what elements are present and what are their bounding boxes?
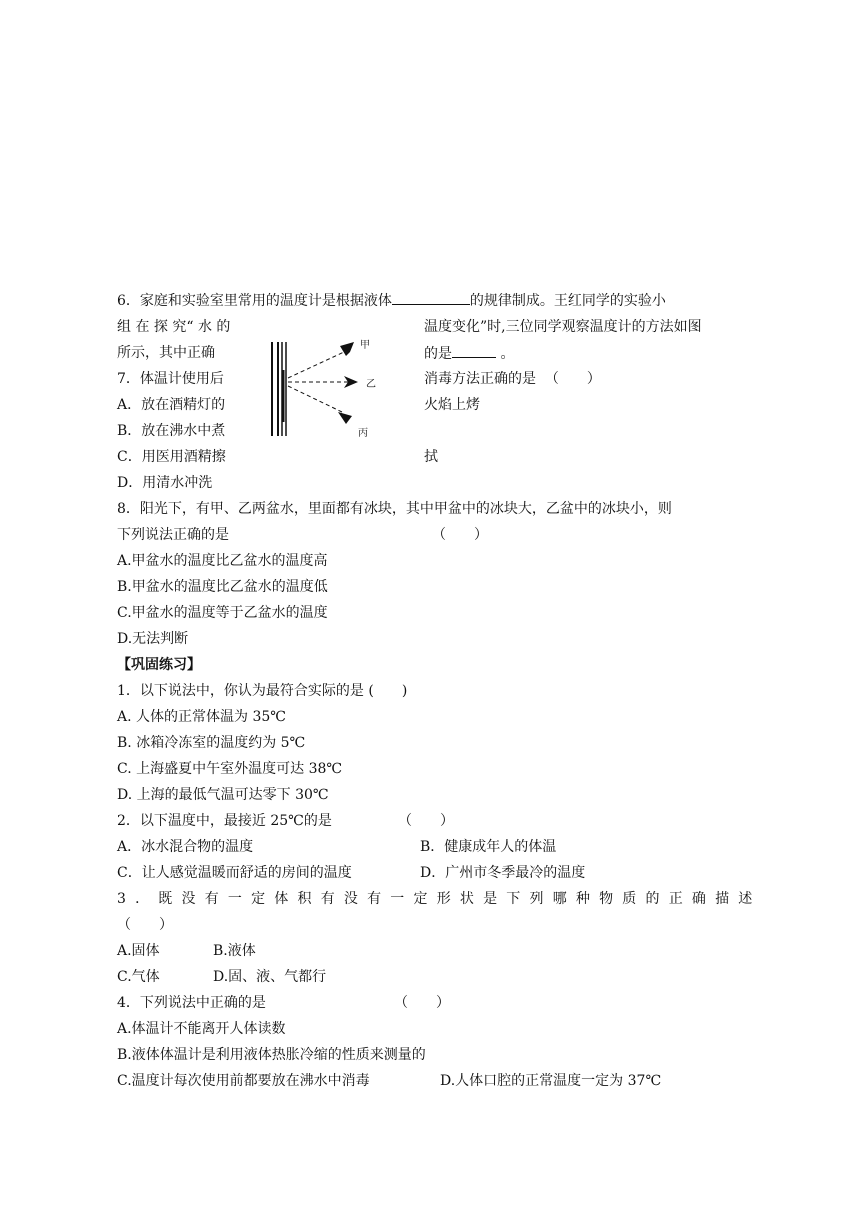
- q6-line-3-right: 的是 。: [424, 343, 514, 364]
- answer-parentheses[interactable]: ( ): [368, 683, 408, 699]
- label-jia: 甲: [360, 340, 370, 351]
- q8-stem-line-2: 下列说法正确的是: [117, 527, 229, 543]
- c1-stem: 1．以下说法中，你认为最符合实际的是 ( ): [117, 683, 408, 699]
- thermometer-viewing-figure: [262, 332, 382, 442]
- c3-option-a: A.固体: [117, 943, 160, 959]
- q7-option-d: D．用清水冲洗: [117, 475, 213, 491]
- q6-line-2-left: 组 在 探 究“ 水 的: [117, 319, 231, 335]
- c3-stem: 3．既没有一定体积有没有一定形状是下列哪种物质的正确描述: [117, 891, 762, 907]
- c4-option-a: A.体温计不能离开人体读数: [117, 1021, 286, 1037]
- answer-parentheses[interactable]: （ ）: [394, 995, 450, 1011]
- label-bing: 丙: [358, 428, 368, 439]
- c1-option-c: C. 上海盛夏中午室外温度可达 38℃: [117, 761, 343, 777]
- q7-option-b: B．放在沸水中煮: [117, 423, 226, 439]
- c2-option-a: A．冰水混合物的温度: [117, 839, 254, 855]
- c1-option-a: A. 人体的正常体温为 35℃: [117, 709, 286, 725]
- q8-option-a: A.甲盆水的温度比乙盆水的温度高: [117, 553, 328, 569]
- c2-option-b: B．健康成年人的体温: [420, 839, 557, 855]
- section-title: 【巩固练习】: [117, 657, 201, 673]
- q8-stem-line-1: 8．阳光下，有甲、乙两盆水，里面都有冰块，其中甲盆中的冰块大，乙盆中的冰块小，则: [117, 501, 672, 517]
- answer-parentheses[interactable]: （ ）: [117, 917, 173, 933]
- q8-option-c: C.甲盆水的温度等于乙盆水的温度: [117, 605, 328, 621]
- c4-stem: 4．下列说法中正确的是: [117, 995, 266, 1011]
- answer-parentheses[interactable]: （ ）: [432, 527, 488, 543]
- sight-line-bing: [288, 386, 342, 412]
- q7-stem-right: 消毒方法正确的是 （ ）: [424, 371, 601, 387]
- q7-option-c-right: 拭: [424, 449, 438, 465]
- c3-option-c: C.气体: [117, 969, 160, 985]
- eye-bing-icon: [338, 412, 352, 424]
- c1-option-d: D. 上海的最低气温可达零下 30℃: [117, 787, 329, 803]
- sight-line-jia: [288, 352, 344, 378]
- q8-option-b: B.甲盆水的温度比乙盆水的温度低: [117, 579, 328, 595]
- q7-option-a-right: 火焰上烤: [424, 397, 480, 413]
- c4-option-d: D.人体口腔的正常温度一定为 37℃: [440, 1073, 662, 1089]
- c4-option-c: C.温度计每次使用前都要放在沸水中消毒: [117, 1073, 370, 1089]
- answer-parentheses[interactable]: （ ）: [398, 813, 454, 829]
- q6-line-2-right: 温度变化”时,三位同学观察温度计的方法如图: [424, 319, 702, 335]
- eye-jia-icon: [340, 342, 354, 356]
- q6-line-1: 6．家庭和实验室里常用的温度计是根据液体 的规律制成。王红同学的实验小: [117, 290, 666, 311]
- label-yi: 乙: [366, 379, 376, 390]
- answer-parentheses[interactable]: （ ）: [544, 371, 601, 387]
- q7-option-c-left: C．用医用酒精擦: [117, 449, 226, 465]
- c2-option-c: C．让人感觉温暖而舒适的房间的温度: [117, 865, 352, 881]
- c2-option-d: D．广州市冬季最冷的温度: [420, 865, 586, 881]
- c4-option-b: B.液体体温计是利用液体热胀冷缩的性质来测量的: [117, 1047, 426, 1063]
- c3-option-d: D.固、液、气都行: [213, 969, 327, 985]
- c1-option-b: B. 冰箱冷冻室的温度约为 5℃: [117, 735, 306, 751]
- c2-stem: 2．以下温度中，最接近 25℃的是: [117, 813, 332, 829]
- q7-option-a-left: A．放在酒精灯的: [117, 397, 226, 413]
- q8-option-d: D.无法判断: [117, 631, 189, 647]
- q7-stem-left: 7．体温计使用后: [117, 371, 224, 387]
- answer-blank[interactable]: [392, 290, 470, 305]
- answer-blank[interactable]: [452, 343, 496, 358]
- q6-line-3-left: 所示，其中正确: [117, 345, 215, 361]
- c3-option-b: B.液体: [213, 943, 256, 959]
